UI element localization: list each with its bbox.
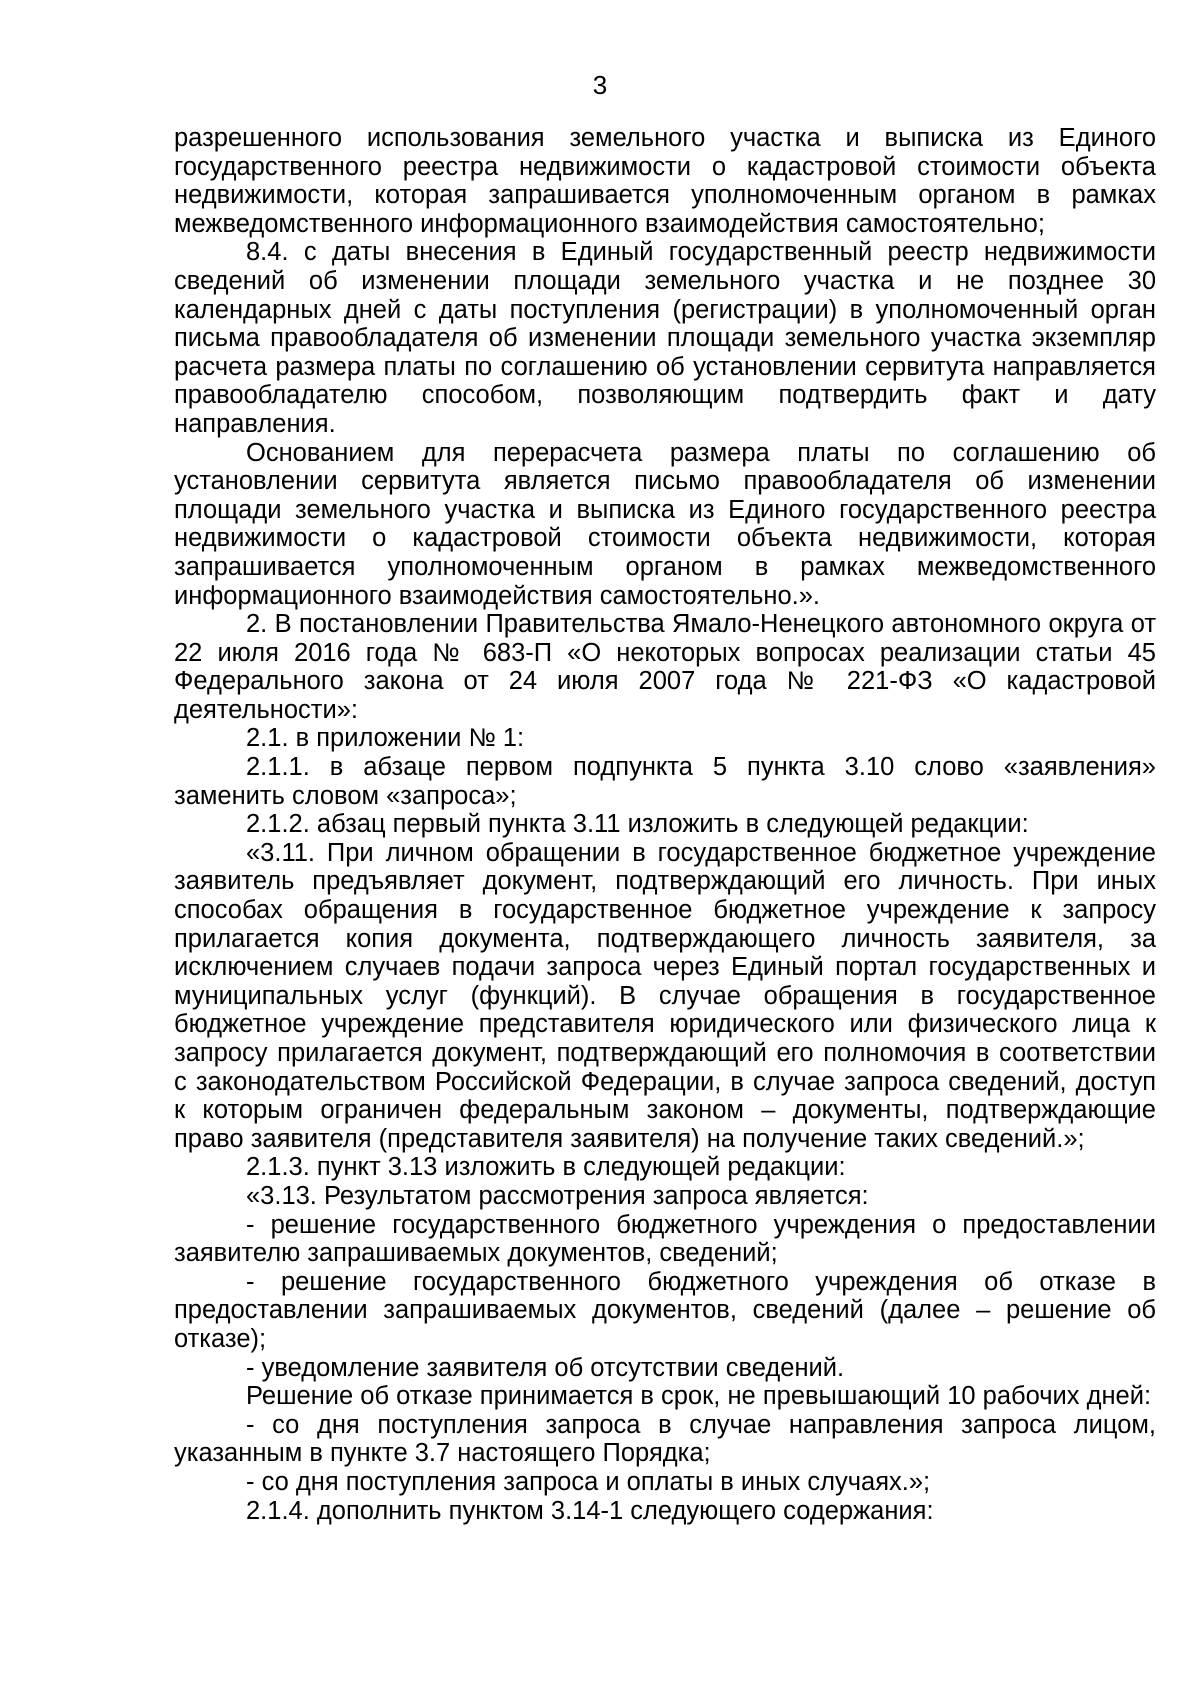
paragraph: 2.1. в приложении № 1: <box>246 724 525 753</box>
paragraph: 2.1.1. в абзаце первом подпункта 5 пункта 3.10 слово «заявления» заменить словом «запроса»; <box>174 753 1156 810</box>
paragraph: «3.13. Результатом рассмотрения запроса является: <box>246 1181 869 1210</box>
page-number: 3 <box>592 70 608 100</box>
paragraph: «3.11. При личном обращении в государственное бюджетное учреждение заявитель предъявляет документ, подтверждающий его личность. При иных способах обращения в государственное бюджетное учреждение к запросу прилагается копия документа, подтверждающего личность заявителя, за исключением случаев подачи запроса через Единый портал государственных и муниципальных услуг (функций). В случае обращения в государственное бюджетное учреждение представителя юридического или физического лица к запросу прилагается документ, подтверждающий его полномочия в соответствии с законодательством Российской Федерации, в случае запроса сведений, доступ к которым ограничен федеральным законом – документы, подтверждающие право заявителя (представителя заявителя) на получение таких сведений.»; <box>174 838 1156 1153</box>
paragraph: разрешенного использования земельного участка и выписка из Единого государственного реестра недвижимости о кадастровой стоимости объекта недвижимости, которая запрашивается уполномоченным органом в рамках межведомственного информационного взаимодействия самостоятельно; <box>174 124 1156 238</box>
list-item: - решение государственного бюджетного учреждения о предоставлении заявителю запрашиваемых документов, сведений; <box>174 1210 1156 1268</box>
paragraph: Решение об отказе принимается в срок, не превышающий 10 рабочих дней: <box>246 1382 1152 1411</box>
paragraph: 8.4. с даты внесения в Единый государственный реестр недвижимости сведений об изменении площади земельного участка и не позднее 30 календарных дней с даты поступления (регистрации) в уполномоченный орган письма правообладателя об изменении площади земельного участка экземпляр расчета размера платы по соглашению об установлении сервитута направляется правообладателю способом, позволяющим подтвердить факт и дату направления. <box>174 238 1156 438</box>
paragraph: 2. В постановлении Правительства Ямало-Ненецкого автономного округа от 22 июля 2016 года № 683-П «О некоторых вопросах реализации статьи 45 Федерального закона от 24 июля 2007 года № 221-ФЗ «О кадастровой деятельности»: <box>174 610 1156 724</box>
list-item: - со дня поступления запроса в случае направления запроса лицом, указанным в пункте 3.7 настоящего Порядка; <box>174 1410 1156 1468</box>
paragraph: 2.1.3. пункт 3.13 изложить в следующей редакции: <box>246 1153 846 1182</box>
list-item: - решение государственного бюджетного учреждения об отказе в предоставлении запрашиваемых документов, сведений (далее – решение об отказе); <box>174 1267 1156 1353</box>
paragraph: 2.1.2. абзац первый пункта 3.11 изложить в следующей редакции: <box>246 810 1029 839</box>
paragraph: 2.1.4. дополнить пунктом 3.14-1 следующего содержания: <box>246 1496 934 1525</box>
list-item: - со дня поступления запроса и оплаты в иных случаях.»; <box>246 1467 931 1496</box>
document-body <box>174 124 1156 1525</box>
paragraph: Основанием для перерасчета размера платы по соглашению об установлении сервитута является письмо правообладателя об изменении площади земельного участка и выписка из Единого государственного реестра недвижимости о кадастровой стоимости объекта недвижимости, которая запрашивается уполномоченным органом в рамках межведомственного информационного взаимодействия самостоятельно.». <box>174 438 1156 610</box>
list-item: - уведомление заявителя об отсутствии сведений. <box>246 1353 845 1382</box>
